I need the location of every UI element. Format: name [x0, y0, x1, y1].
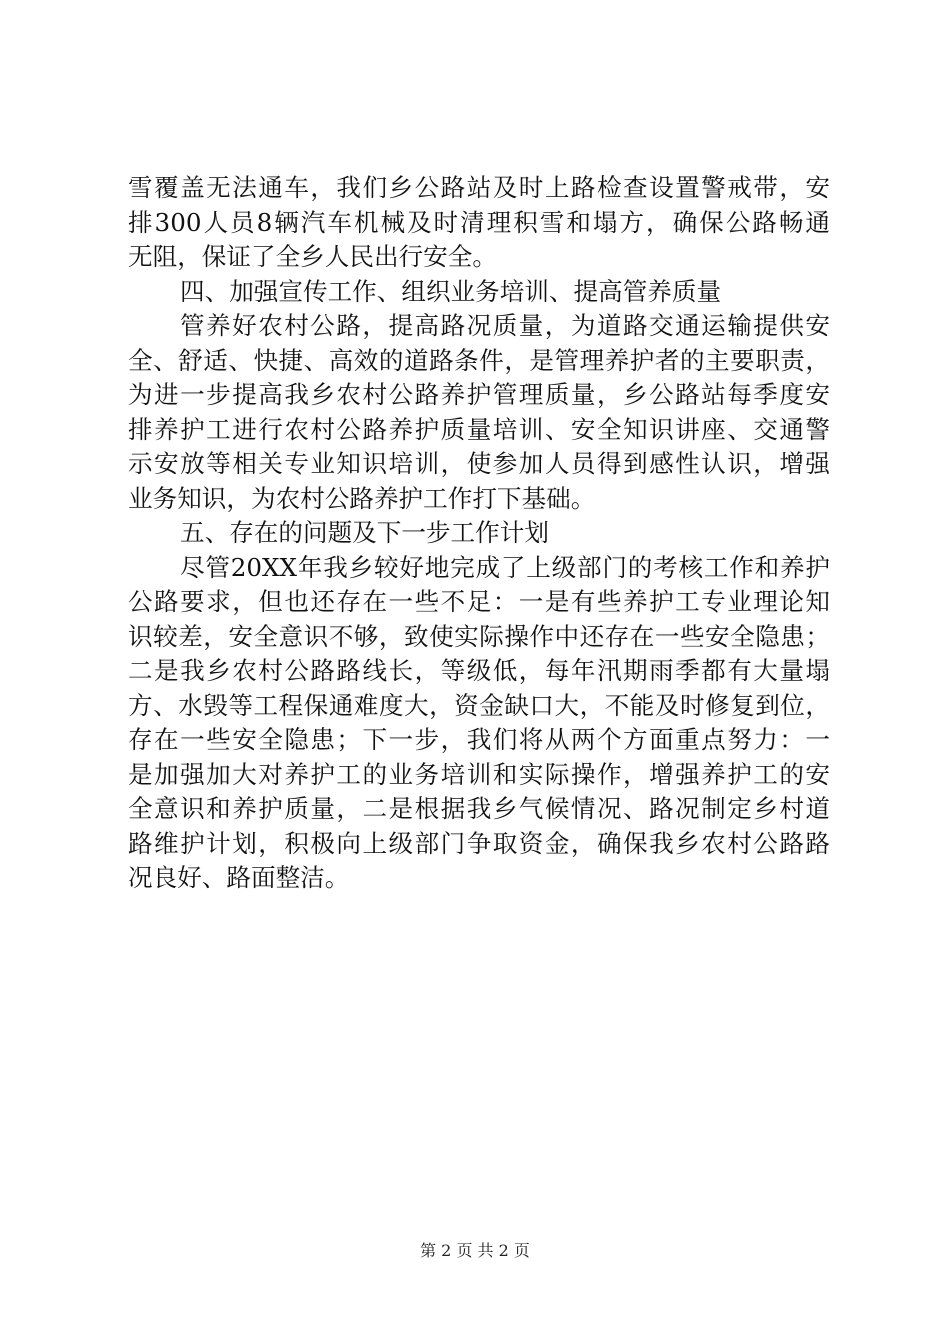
text-line: 全、舒适、快捷、高效的道路条件，是管理养护者的主要职责，: [128, 345, 830, 375]
text-line: 况良好、路面整洁。: [128, 863, 350, 892]
text-line: 路维护计划，积极向上级部门争取资金，确保我乡农村公路路: [128, 828, 830, 858]
text-line: 为进一步提高我乡农村公路养护管理质量，乡公路站每季度安: [128, 380, 830, 409]
text-line: 方、水毁等工程保通难度大，资金缺口大，不能及时修复到位，: [128, 690, 830, 720]
text-line: 二是我乡农村公路路线长，等级低，每年汛期雨季都有大量塌: [128, 656, 830, 685]
text-line: 识较差，安全意识不够，致使实际操作中还存在一些安全隐患；: [128, 621, 830, 651]
text-line: 管养好农村公路，提高路况质量，为道路交通运输提供安: [180, 311, 830, 340]
text-line: 雪覆盖无法通车，我们乡公路站及时上路检查设置警戒带，安: [128, 173, 830, 202]
text-line: 示安放等相关专业知识培训，使参加人员得到感性认识，增强: [128, 449, 830, 478]
section-heading: 四、加强宣传工作、组织业务培训、提高管养质量: [180, 276, 722, 306]
text-line: 无阻，保证了全乡人民出行安全。: [128, 242, 497, 271]
text-line: 尽管20XX年我乡较好地完成了上级部门的考核工作和养护: [180, 552, 830, 582]
text-line: 存在一些安全隐患；下一步，我们将从两个方面重点努力：一: [128, 725, 830, 754]
text-line: 排养护工进行农村公路养护质量培训、安全知识讲座、交通警: [128, 414, 830, 444]
text-line: 业务知识，为农村公路养护工作打下基础。: [128, 483, 596, 513]
text-line: 公路要求，但也还存在一些不足：一是有些养护工专业理论知: [128, 587, 830, 616]
section-heading: 五、存在的问题及下一步工作计划: [180, 518, 549, 547]
text-line: 排300人员8辆汽车机械及时清理积雪和塌方，确保公路畅通: [128, 207, 830, 237]
text-line: 全意识和养护质量，二是根据我乡气候情况、路况制定乡村道: [128, 794, 830, 823]
text-line: 是加强加大对养护工的业务培训和实际操作，增强养护工的安: [128, 759, 830, 789]
page-number-footer: 第 2 页 共 2 页: [420, 1241, 530, 1260]
